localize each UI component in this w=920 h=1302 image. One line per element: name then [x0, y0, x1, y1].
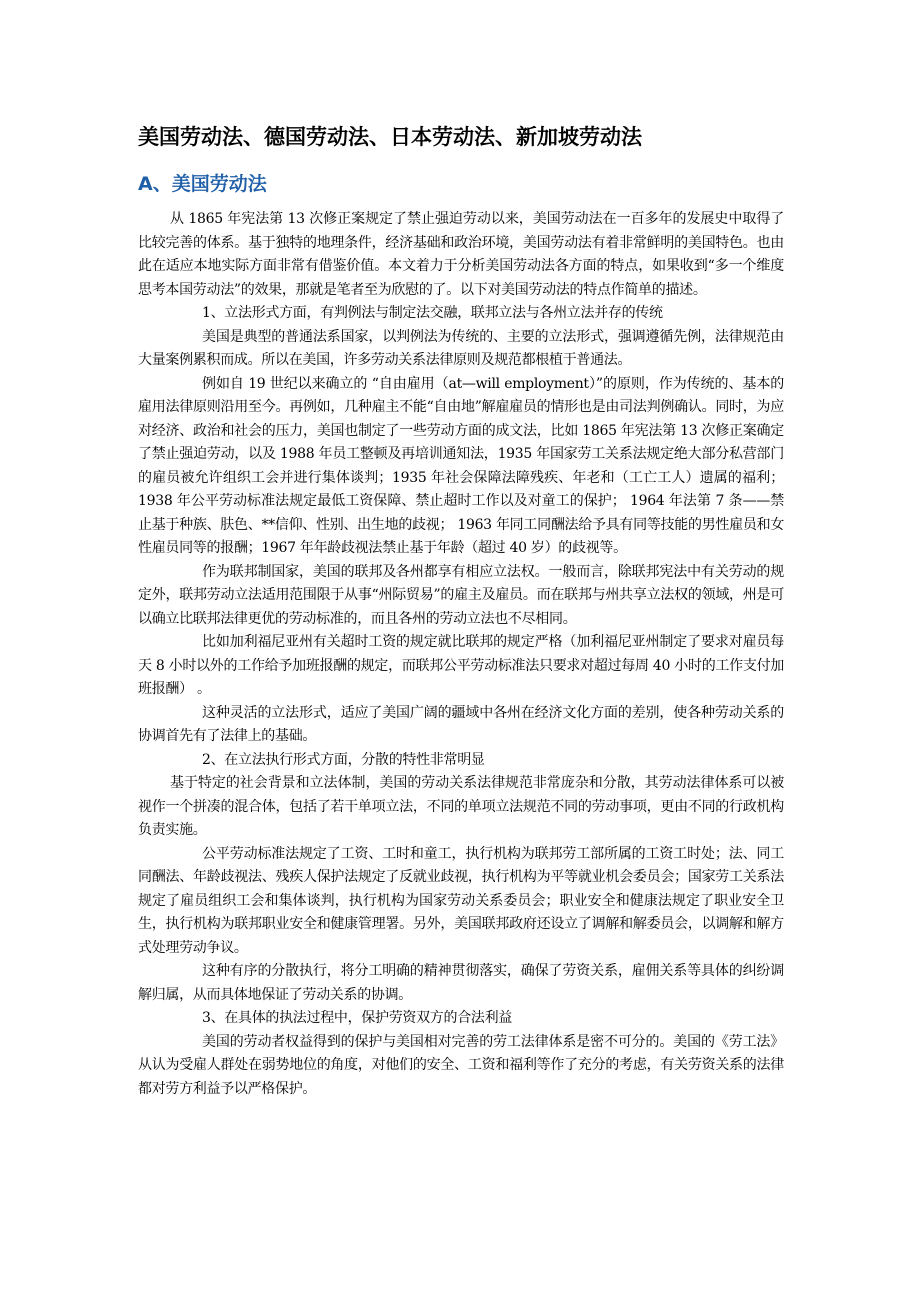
paragraph-point-2-heading: 2、在立法执行形式方面，分散的特性非常明显	[202, 751, 485, 768]
paragraph: 这种灵活的立法形式，适应了美国广阔的疆域中各州在经济文化方面的差别，使各种劳动关系的协调首先有了法律上的基础。	[138, 704, 784, 744]
paragraph-intro: 从 1865 年宪法第 13 次修正案规定了禁止强迫劳动以来，美国劳动法在一百多年的发展史中取得了比较完善的体系。基于独特的地理条件，经济基础和政治环境，美国劳动法有着非常鲜明的美国特色。也由此在适应本地实际方面非常有借鉴价值。本文着力于分析美国劳动法各方面的特点，如果收到“多一个维度思考本国劳动法”的效果，那就是笔者至为欣慰的了。以下对美国劳动法的特点作简单的描述。	[138, 211, 784, 298]
paragraph: 比如加利福尼亚州有关超时工资的规定就比联邦的规定严格（加利福尼亚州制定了要求对雇员每天 8 小时以外的工作给予加班报酬的规定，而联邦公平劳动标准法只要求对超过每周 40 小时的工作支付加班报酬） 。	[138, 634, 784, 697]
paragraph: 美国的劳动者权益得到的保护与美国相对完善的劳工法律体系是密不可分的。美国的《劳工法》从认为受雇人群处在弱势地位的角度，对他们的安全、工资和福利等作了充分的考虑，有关劳资关系的法律都对劳方利益予以严格保护。	[138, 1033, 784, 1097]
paragraph: 美国是典型的普通法系国家，以判例法为传统的、主要的立法形式，强调遵循先例，法律规范由大量案例累积而成。所以在美国，许多劳动关系法律原则及规范都根植于普通法。	[138, 328, 784, 368]
paragraph: 例如自 19 世纪以来确立的 “自由雇用（at—will employment）”的原则，作为传统的、基本的雇用法律原则沿用至今。再例如，几种雇主不能“自由地”解雇雇员的情形也是由司法判例确认。同时，为应对经济、政治和社会的压力，美国也制定了一些劳动方面的成文法，比如 1865 年宪法第 13 次修正案确定了禁止强迫劳动，以及 1988 年员工整顿及再培训通知法，1935 年国家劳工关系法规定绝大部分私营部门的雇员被允许组织工会并进行集体谈判；1935 年社会保障法障残疾、年老和（工亡工人）遗属的福利；1938 年公平劳动标准法规定最低工资保障、禁止超时工作以及对童工的保护； 1964 年法第 7 条——禁止基于种族、肤色、**信仰、性别、出生地的歧视； 1963 年同工同酬法给予具有同等技能的男性雇员和女性雇员同等的报酬；1967 年年龄歧视法禁止基于年龄（超过 40 岁）的歧视等。	[138, 375, 784, 556]
paragraph: 这种有序的分散执行，将分工明确的精神贯彻落实，确保了劳资关系，雇佣关系等具体的纠纷调解归属，从而具体地保证了劳动关系的协调。	[138, 963, 784, 1003]
paragraph-point-3-heading: 3、在具体的执法过程中，保护劳资双方的合法利益	[202, 1010, 513, 1026]
paragraph: 基于特定的社会背景和立法体制，美国的劳动关系法律规范非常庞杂和分散，其劳动法律体系可以被视作一个拼凑的混合体，包括了若干单项立法，不同的单项立法规范不同的劳动事项，更由不同的行政机构负责实施。	[138, 775, 784, 838]
paragraph: 作为联邦制国家，美国的联邦及各州都享有相应立法权。一般而言，除联邦宪法中有关劳动的规定外，联邦劳动立法适用范围限于从事“州际贸易”的雇主及雇员。而在联邦与州共享立法权的领域，州是可以确立比联邦法律更优的劳动标准的，而且各州的劳动立法也不尽相同。	[138, 563, 784, 627]
section-heading: A、美国劳动法	[138, 173, 267, 195]
paragraph: 公平劳动标准法规定了工资、工时和童工，执行机构为联邦劳工部所属的工资工时处；法、同工同酬法、年龄歧视法、残疾人保护法规定了反就业歧视，执行机构为平等就业机会委员会；国家劳工关系法规定了雇员组织工会和集体谈判，执行机构为国家劳动关系委员会；职业安全和健康法规定了职业安全卫生，执行机构为联邦职业安全和健康管理署。另外，美国联邦政府还设立了调解和解委员会，以调解和解方式处理劳动争议。	[138, 845, 784, 956]
document-title: 美国劳动法、德国劳动法、日本劳动法、新加坡劳动法	[138, 125, 642, 149]
paragraph-point-1-heading: 1、立法形式方面，有判例法与制定法交融，联邦立法与各州立法并存的传统	[202, 305, 663, 321]
document-body	[138, 208, 784, 1101]
